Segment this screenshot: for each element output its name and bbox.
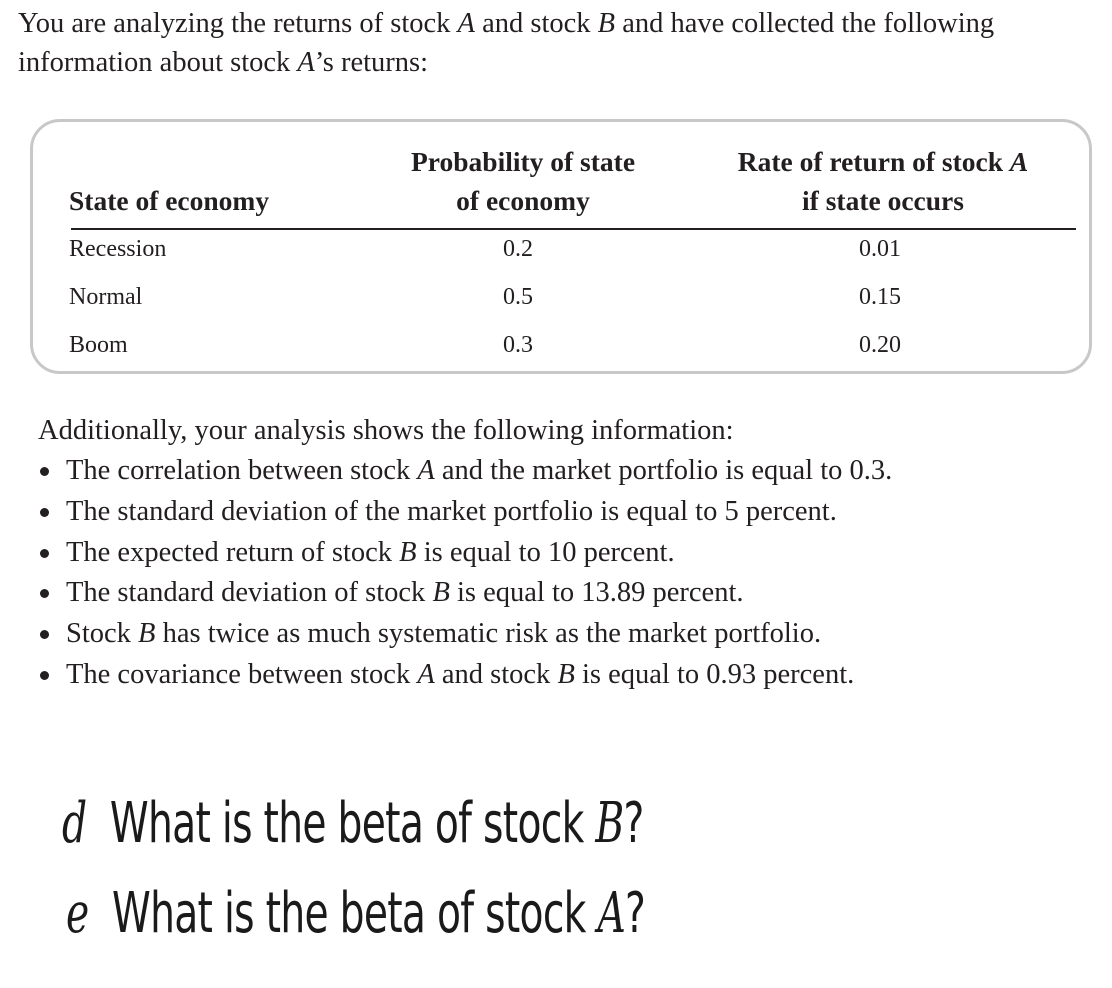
bullet-text: The expected return of stock — [66, 536, 400, 568]
row-normal-prob: 0.5 — [503, 284, 533, 310]
bullet-item — [38, 533, 892, 574]
intro-paragraph — [18, 4, 1108, 82]
row-boom-state: Boom — [69, 332, 128, 358]
bullet-item — [38, 492, 892, 533]
info-bullet-list — [38, 451, 892, 696]
header-divider — [71, 228, 1076, 230]
bullet-text: The correlation between stock — [66, 455, 418, 486]
question-d-var: B — [595, 791, 624, 856]
row-normal-state: Normal — [69, 284, 143, 310]
row-recession-state: Recession — [69, 236, 167, 262]
bullet-var: B — [557, 658, 575, 690]
question-d-letter: d — [62, 791, 87, 856]
bullet-text: The standard deviation of the market portfolio is equal to 5 percent. — [66, 495, 837, 527]
bullet-var: B — [399, 536, 417, 568]
row-boom-prob: 0.3 — [503, 332, 533, 358]
bullet-dot — [40, 508, 49, 517]
question-d-text: What is the beta of stock — [109, 791, 596, 856]
header-rate-text: Rate of return of stock — [737, 146, 1010, 177]
header-probability-line1: Probability of state — [410, 146, 636, 177]
bullet-dot — [40, 630, 49, 639]
question-d-mark: ? — [623, 791, 644, 856]
returns-table — [30, 119, 1092, 374]
intro-text-3: and have collected the following information about stock — [18, 8, 995, 78]
row-recession-rate: 0.01 — [859, 236, 901, 262]
question-e-letter: e — [66, 881, 89, 946]
bullet-item — [38, 451, 892, 492]
header-rate — [703, 142, 1063, 220]
question-e — [66, 881, 646, 946]
bullet-text: The standard deviation of stock — [66, 577, 433, 609]
bullet-text-end: and stock B is equal to 0.93 percent. — [434, 658, 855, 690]
bullet-text: The covariance between stock — [66, 658, 418, 690]
bullet-item — [38, 573, 892, 614]
bullet-text-end: is equal to 13.89 percent. — [449, 577, 744, 609]
intro-var-a: A — [457, 8, 475, 39]
bullet-var: A — [417, 658, 435, 690]
intro-text-1: You are analyzing the returns of stock — [18, 8, 458, 39]
bullet-text-end: and the market portfolio is equal to 0.3. — [434, 455, 893, 486]
bullet-var: B — [138, 618, 156, 650]
intro-var-b: B — [597, 8, 616, 39]
bullet-dot — [40, 549, 49, 558]
intro-var-a2: A — [297, 47, 315, 78]
header-rate-var: A — [1009, 146, 1029, 177]
bullet-var: A — [417, 455, 435, 486]
header-probability-line2: of economy — [456, 185, 590, 216]
row-normal-rate: 0.15 — [859, 284, 901, 310]
bullet-dot — [40, 589, 49, 598]
question-e-mark: ? — [625, 881, 646, 946]
intro-text-4: ’s returns: — [314, 47, 429, 78]
bullet-var: B — [432, 577, 450, 609]
question-d — [62, 791, 644, 856]
header-rate-line1 — [703, 142, 1063, 181]
bullet-item — [38, 655, 892, 696]
row-recession-prob: 0.2 — [503, 236, 533, 262]
intro-text-2: and stock — [474, 8, 598, 39]
bullet-text-end: is equal to 10 percent. — [416, 536, 675, 568]
bullet-dot — [40, 671, 49, 680]
question-e-var: A — [597, 881, 626, 946]
header-state: State of economy — [69, 185, 270, 216]
row-boom-rate: 0.20 — [859, 332, 901, 358]
bullet-text: Stock — [66, 618, 139, 650]
bullet-item — [38, 614, 892, 655]
bullet-dot — [40, 467, 49, 476]
question-e-text: What is the beta of stock — [112, 881, 598, 946]
bullet-text-end: has twice as much systematic risk as the market portfolio. — [155, 618, 822, 650]
header-probability — [373, 142, 673, 220]
header-rate-line2: if state occurs — [802, 185, 964, 216]
additional-intro: Additionally, your analysis shows the following information: — [38, 415, 734, 446]
